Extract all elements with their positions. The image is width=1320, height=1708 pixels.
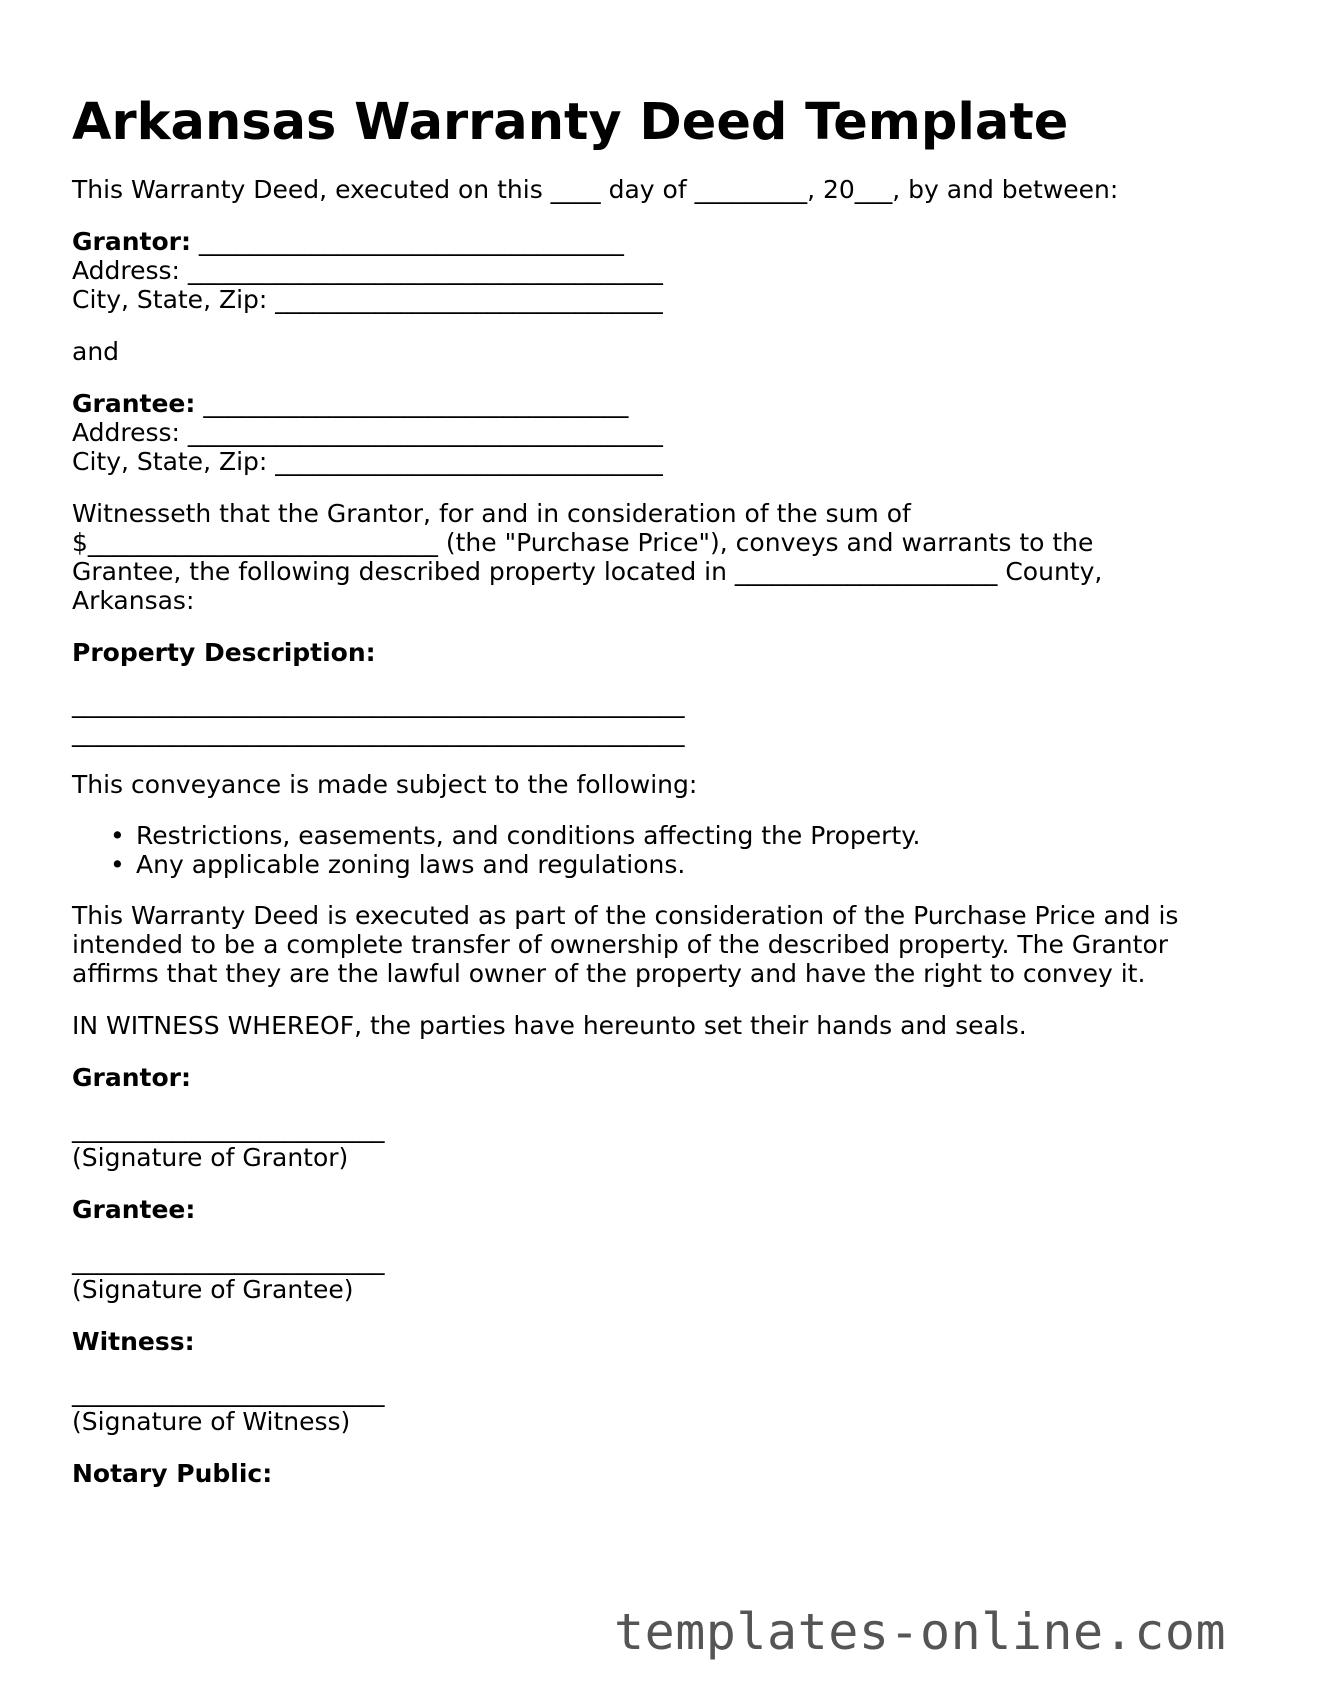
grantor-name-line — [72, 226, 624, 257]
property-heading: Property Description: — [72, 638, 376, 667]
page-title: Arkansas Warranty Deed Template — [72, 93, 1069, 152]
grantee-city-line: City, State, Zip: _______________________________ — [72, 447, 663, 476]
witnesseth-line: Witnesseth that the Grantor, for and in consideration of the sum of — [72, 499, 911, 528]
in-witness-line: IN WITNESS WHEREOF, the parties have hereunto set their hands and seals. — [72, 1011, 1027, 1040]
grantor-address-line: Address: ______________________________________ — [72, 256, 663, 285]
closing-paragraph-line: This Warranty Deed is executed as part of the consideration of the Purchase Price and is — [72, 901, 1179, 930]
grantee-name-blank: __________________________________ — [195, 389, 629, 418]
grantor-label: Grantor: — [72, 227, 191, 256]
witnesseth-line: Grantee, the following described property located in _____________________ County, — [72, 557, 1103, 586]
property-blank-line: _________________________________________________ — [72, 718, 685, 747]
grantee-address-line: Address: ______________________________________ — [72, 418, 663, 447]
grantee-signature-heading: Grantee: — [72, 1195, 196, 1224]
grantor-signature-line: _________________________ — [72, 1114, 385, 1143]
bullet-item: Restrictions, easements, and conditions affecting the Property. — [136, 821, 921, 850]
grantor-name-blank: __________________________________ — [190, 227, 624, 256]
grantee-signature-line: _________________________ — [72, 1246, 385, 1275]
grantee-name-line — [72, 388, 628, 419]
notary-heading: Notary Public: — [72, 1459, 273, 1488]
closing-paragraph-line: affirms that they are the lawful owner of the property and have the right to convey it. — [72, 959, 1146, 988]
property-blank-line: _________________________________________________ — [72, 689, 685, 718]
bullet-item: Any applicable zoning laws and regulations. — [136, 850, 686, 879]
and-text: and — [72, 337, 120, 366]
grantee-label: Grantee: — [72, 389, 196, 418]
grantor-city-line: City, State, Zip: _______________________________ — [72, 285, 663, 314]
bullet-marker: • — [110, 850, 125, 879]
grantor-signature-heading: Grantor: — [72, 1063, 191, 1092]
closing-paragraph-line: intended to be a complete transfer of ownership of the described property. The Grantor — [72, 930, 1169, 959]
grantor-signature-caption: (Signature of Grantor) — [72, 1143, 349, 1172]
watermark: templates-online.com — [614, 1603, 1227, 1661]
subject-intro: This conveyance is made subject to the following: — [72, 770, 698, 799]
witness-signature-caption: (Signature of Witness) — [72, 1407, 351, 1436]
witness-signature-line: _________________________ — [72, 1378, 385, 1407]
intro-line: This Warranty Deed, executed on this ____ day of _________, 20___, by and between: — [72, 175, 1119, 204]
witness-signature-heading: Witness: — [72, 1327, 195, 1356]
grantee-signature-caption: (Signature of Grantee) — [72, 1275, 354, 1304]
witnesseth-line: Arkansas: — [72, 586, 195, 615]
witnesseth-line: $____________________________ (the "Purchase Price"), conveys and warrants to the — [72, 528, 1094, 557]
bullet-marker: • — [110, 821, 125, 850]
